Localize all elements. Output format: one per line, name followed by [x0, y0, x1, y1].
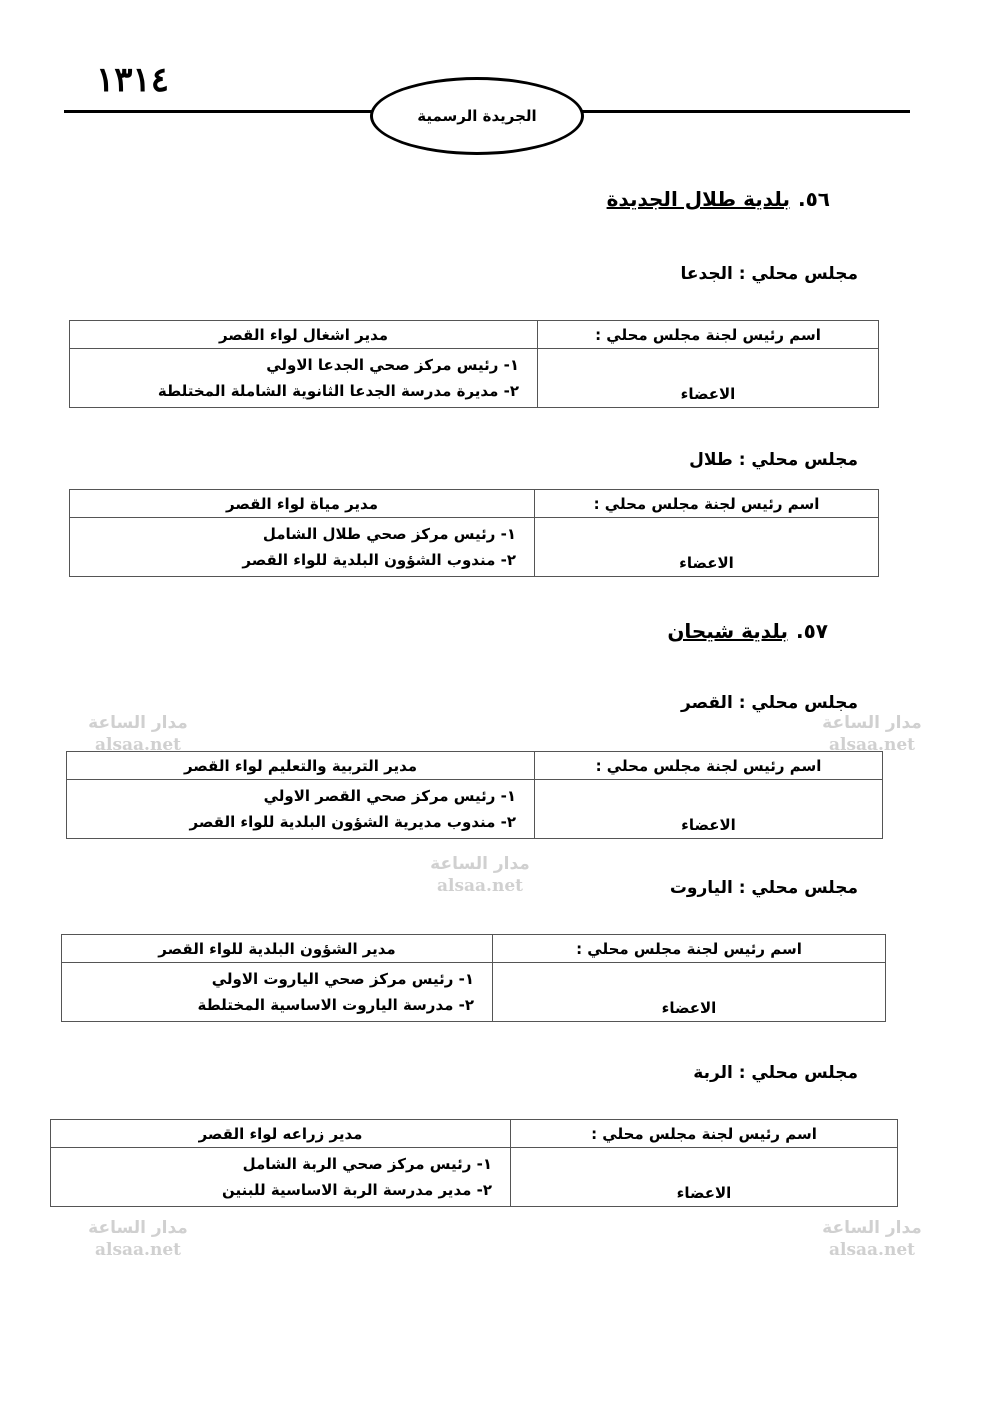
- member-item: ٢- مدير مدرسة الربة الاساسية للبنين: [222, 1181, 492, 1199]
- page-number: ١٣١٤: [96, 60, 170, 100]
- member-item: ٢- مدرسة الياروت الاساسية المختلطة: [197, 996, 474, 1014]
- council-title: مجلس محلي : الياروت: [669, 878, 858, 898]
- member-item: ١- رئيس مركز صحي طلال الشامل: [262, 525, 516, 543]
- head-label: اسم رئيس لجنة مجلس محلي :: [535, 752, 883, 780]
- council-table: [69, 320, 879, 408]
- watermark-arabic: مدار الساعة: [88, 713, 188, 733]
- member-item: ١- رئيس مركز صحي الياروت الاولي: [211, 970, 474, 988]
- council-title: مجلس محلي : القصر: [681, 693, 858, 713]
- head-value: مدير الشؤون البلدية للواء القصر: [62, 935, 493, 963]
- section-title: [667, 619, 828, 643]
- watermark-latin: alsaa.net: [828, 1240, 916, 1260]
- members-label: الاعضاء: [535, 780, 883, 839]
- head-label: اسم رئيس لجنة مجلس محلي :: [511, 1120, 898, 1148]
- council-table: [69, 489, 879, 577]
- members-list: [70, 349, 538, 408]
- members-label: الاعضاء: [493, 963, 886, 1022]
- head-value: مدير مياة لواء القصر: [70, 490, 535, 518]
- council-table: [66, 751, 883, 839]
- watermark: [822, 1217, 922, 1261]
- watermark-arabic: مدار الساعة: [430, 854, 530, 874]
- watermark-arabic: مدار الساعة: [822, 713, 922, 733]
- watermark-latin: alsaa.net: [436, 876, 524, 896]
- gazette-title: الجريدة الرسمية: [417, 107, 537, 125]
- watermark-latin: alsaa.net: [94, 735, 182, 755]
- head-value: مدير زراعه لواء القصر: [51, 1120, 511, 1148]
- council-title: مجلس محلي : طلال: [689, 450, 858, 470]
- watermark: [430, 853, 530, 897]
- section-title: [607, 187, 830, 211]
- member-item: ١- رئيس مركز صحي القصر الاولي: [263, 787, 516, 805]
- head-label: اسم رئيس لجنة مجلس محلي :: [493, 935, 886, 963]
- council-table: [61, 934, 886, 1022]
- section-name: بلدية شيحان: [667, 619, 788, 643]
- watermark: [822, 712, 922, 756]
- members-list: [67, 780, 535, 839]
- member-item: ٢- مندوب مديرية الشؤون البلدية للواء القصر: [189, 813, 516, 831]
- head-label: اسم رئيس لجنة مجلس محلي :: [538, 321, 879, 349]
- members-list: [70, 518, 535, 577]
- watermark-latin: alsaa.net: [828, 735, 916, 755]
- council-title: مجلس محلي : الجدعا: [680, 264, 858, 284]
- watermark: [88, 712, 188, 756]
- section-number: ٥٧.: [795, 619, 828, 643]
- section-number: ٥٦.: [797, 187, 830, 211]
- watermark-arabic: مدار الساعة: [822, 1218, 922, 1238]
- member-item: ٢- مديرة مدرسة الجدعا الثانوية الشاملة المختلطة: [157, 382, 519, 400]
- member-item: ١- رئيس مركز صحي الجدعا الاولي: [266, 356, 519, 374]
- watermark-latin: alsaa.net: [94, 1240, 182, 1260]
- gazette-title-oval: [370, 77, 584, 155]
- members-label: الاعضاء: [535, 518, 879, 577]
- head-value: مدير اشغال لواء القصر: [70, 321, 538, 349]
- members-label: الاعضاء: [538, 349, 879, 408]
- head-value: مدير التربية والتعليم لواء القصر: [67, 752, 535, 780]
- section-name: بلدية طلال الجديدة: [606, 187, 790, 211]
- watermark: [88, 1217, 188, 1261]
- council-table: [50, 1119, 898, 1207]
- head-label: اسم رئيس لجنة مجلس محلي :: [535, 490, 879, 518]
- member-item: ١- رئيس مركز صحي الربة الشامل: [242, 1155, 492, 1173]
- members-list: [62, 963, 493, 1022]
- watermark-arabic: مدار الساعة: [88, 1218, 188, 1238]
- member-item: ٢- مندوب الشؤون البلدية للواء القصر: [242, 551, 516, 569]
- council-title: مجلس محلي : الربة: [693, 1063, 858, 1083]
- members-label: الاعضاء: [511, 1148, 898, 1207]
- members-list: [51, 1148, 511, 1207]
